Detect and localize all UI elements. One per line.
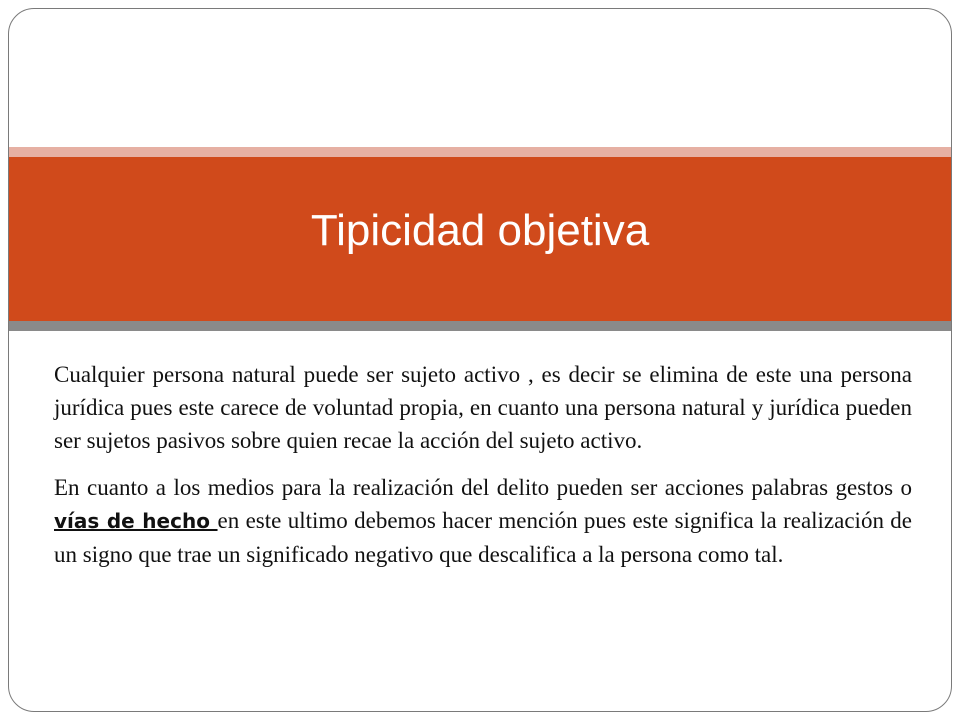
slide-body (54, 358, 912, 585)
paragraph-medios (54, 471, 912, 571)
paragraph-sujeto-activo: Cualquier persona natural puede ser sujeto activo , es decir se elimina de este una persona jurídica pues este carece de voluntad propia, en cuanto una persona natural y jurídica pueden ser sujetos pasivos sobre quien recae la acción del sujeto activo. (54, 362, 912, 453)
title-band-top-accent (9, 147, 951, 157)
title-band-bottom-accent (9, 321, 951, 331)
paragraph-medios-lead: En cuanto a los medios para la realización del delito pueden ser acciones palabras gestos o (54, 475, 912, 500)
vias-de-hecho-term: vías de hecho (54, 509, 218, 533)
paragraph-medios-rest: en este ultimo debemos hacer mención pues este significa la realización de un signo que trae un significado negativo que descalifica a la persona como tal. (54, 508, 913, 567)
slide-title: Tipicidad objetiva (310, 206, 650, 255)
